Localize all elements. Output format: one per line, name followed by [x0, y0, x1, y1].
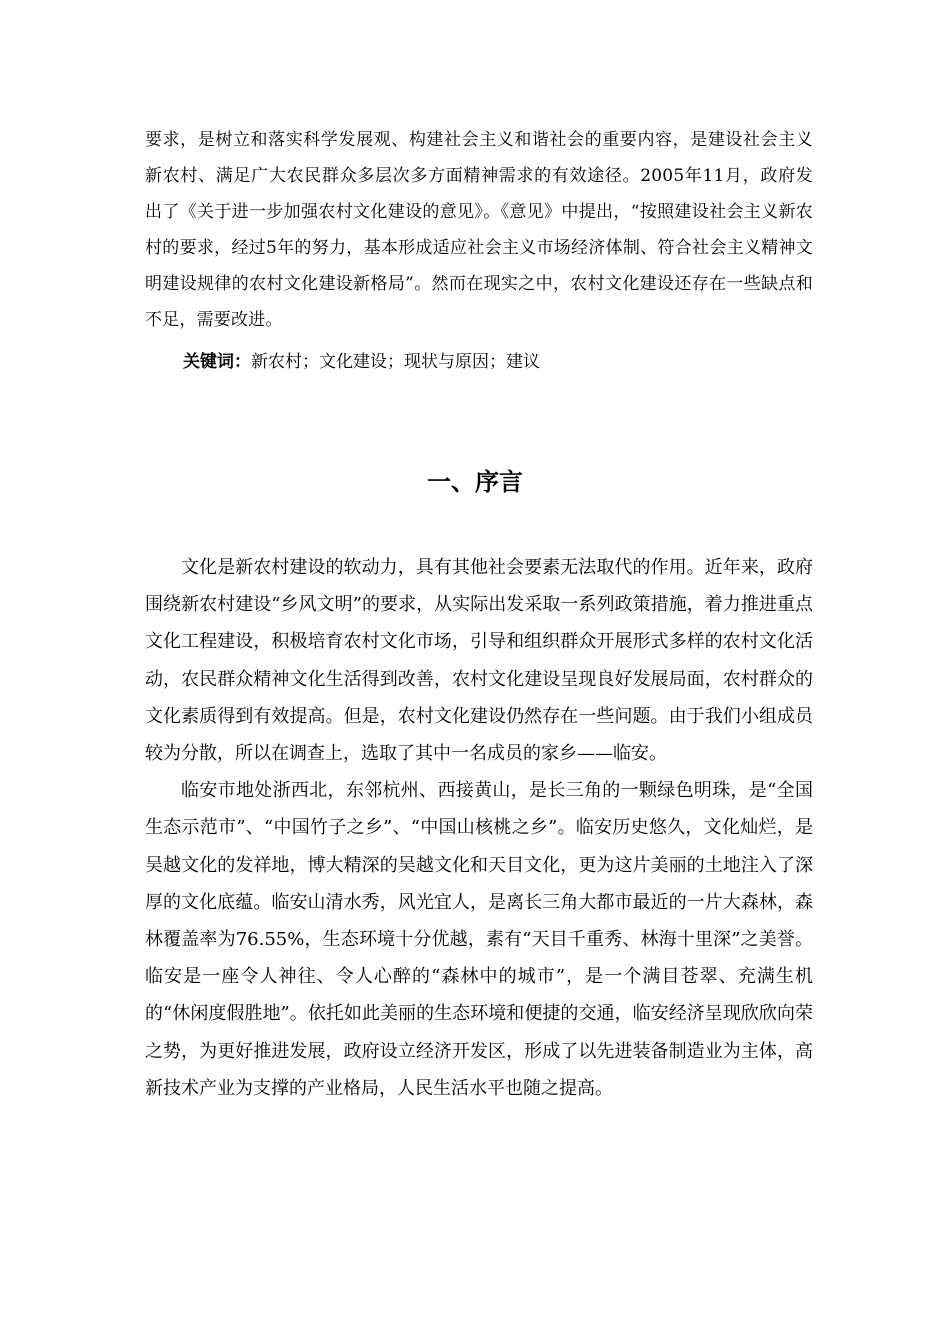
body-paragraph: 文化是新农村建设的软动力，具有其他社会要素无法取代的作用。近年来，政府围绕新农村建设“乡风文明”的要求，从实际出发采取一系列政策措施，着力推进重点文化工程建设，积极培育农村文化市场，引导和组织群众开展形式多样的农村文化活动，农民群众精神文化生活得到改善，农村文化建设呈现良好发展局面，农村群众的文化素质得到有效提高。但是，农村文化建设仍然存在一些问题。由于我们小组成员较为分散，所以在调查上，选取了其中一名成员的家乡——临安。: [145, 557, 813, 765]
keywords-label: 关键词：: [183, 352, 251, 372]
section-body: [145, 549, 813, 1107]
section-heading: 一、序言: [427, 468, 523, 496]
keywords-text: 新农村；文化建设；现状与原因；建议: [251, 352, 540, 372]
body-paragraph: 临安市地处浙西北，东邻杭州、西接黄山，是长三角的一颗绿色明珠，是“全国生态示范市”、“中国竹子之乡”、“中国山核桃之乡”。临安历史悠久，文化灿烂，是吴越文化的发祥地，博大精深的吴越文化和天目文化，更为这片美丽的土地注入了深厚的文化底蕴。临安山清水秀，风光宜人，是离长三角大都市最近的一片大森林，森林覆盖率为76.55%，生态环境十分优越，素有“天目千重秀、林海十里深”之美誉。临安是一座令人神往、令人心醉的“森林中的城市”，是一个满目苍翠、充满生机的“休闲度假胜地”。依托如此美丽的生态环境和便捷的交通，临安经济呈现欣欣向荣之势，为更好推进发展，政府设立经济开发区，形成了以先进装备制造业为主体，高新技术产业为支撑的产业格局，人民生活水平也随之提高。: [145, 780, 813, 1099]
abstract-continuation: [145, 122, 813, 338]
keywords-line: [183, 344, 813, 380]
abstract-paragraph: 要求，是树立和落实科学发展观、构建社会主义和谐社会的重要内容，是建设社会主义新农村、满足广大农民群众多层次多方面精神需求的有效途径。2005年11月，政府发出了《关于进一步加强农村文化建设的意见》。《意见》中提出，“按照建设社会主义新农村的要求，经过5年的努力，基本形成适应社会主义市场经济体制、符合社会主义精神文明建设规律的农村文化建设新格局”。然而在现实之中，农村文化建设还存在一些缺点和不足，需要改进。: [145, 130, 813, 330]
